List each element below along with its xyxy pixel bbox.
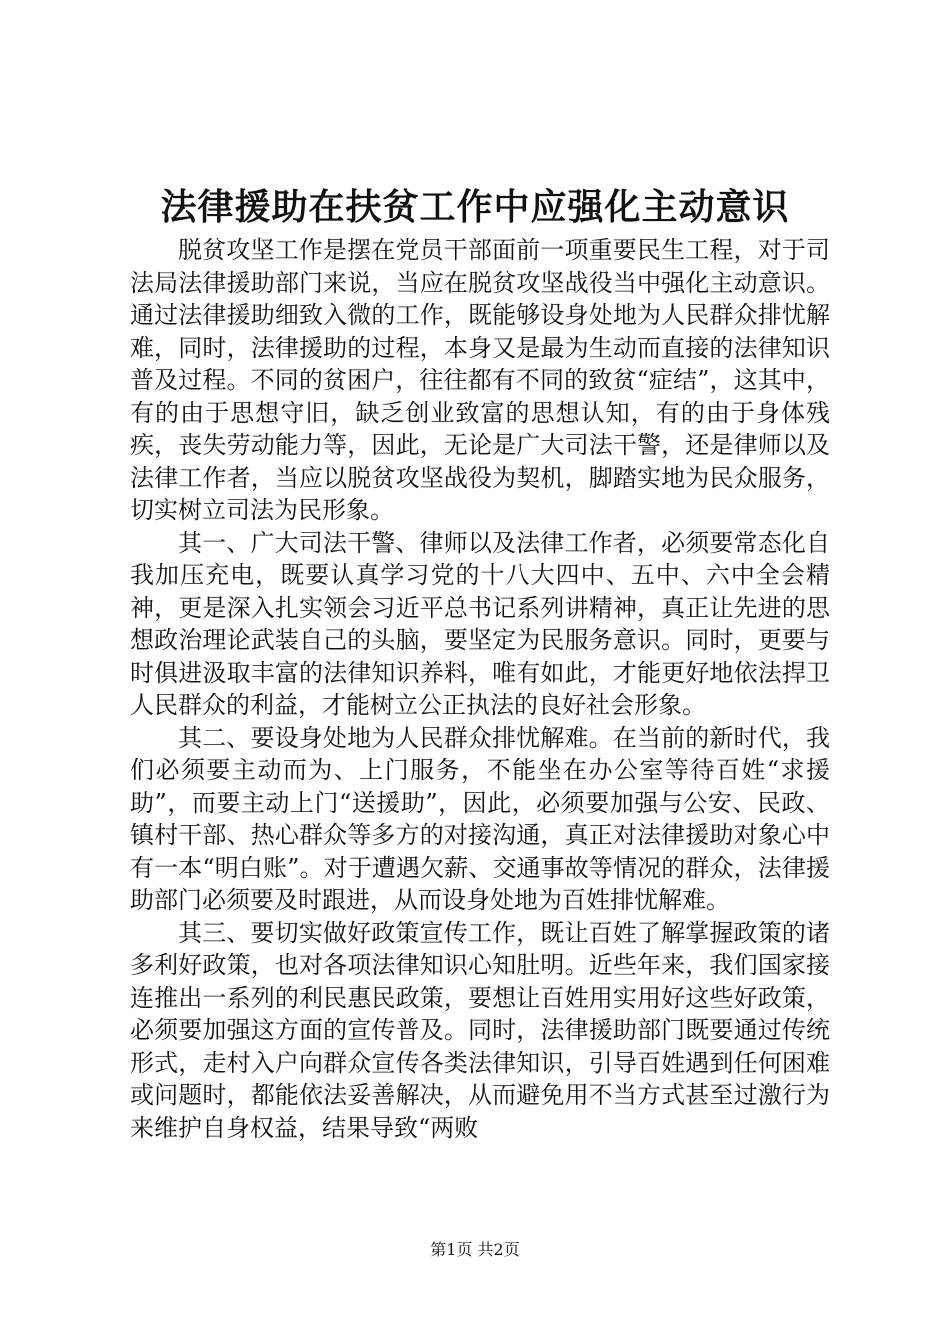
paragraph-point-two: 其二、要设身处地为人民群众排忧解难。在当前的新时代，我们必须要主动而为、上门服务，不能坐在办公室等待百姓“求援助”，而要主动上门“送援助”，因此，必须要加强与公安、民政、镇村干部、热心群众等多方的对接沟通，真正对法律援助对象心中有一本“明白账”。对于遭遇欠薪、交通事故等情况的群众，法律援助部门必须要及时跟进，从而设身处地为百姓排忧解难。: [130, 723, 830, 914]
page-number-footer: 第1页 共2页: [430, 1240, 520, 1259]
document-title: 法律援助在扶贫工作中应强化主动意识: [160, 186, 790, 228]
paragraph-point-one: 其一、广大司法干警、律师以及法律工作者，必须要常态化自我加压充电，既要认真学习党的十八大四中、五中、六中全会精神，更是深入扎实领会习近平总书记系列讲精神，真正让先进的思想政治理论武装自己的头脑，要坚定为民服务意识。同时，更要与时俱进汲取丰富的法律知识养料，唯有如此，才能更好地依法捍卫人民群众的利益，才能树立公正执法的良好社会形象。: [130, 528, 830, 719]
paragraph-point-three: 其三、要切实做好政策宣传工作，既让百姓了解掌握政策的诸多利好政策，也对各项法律知识心知肚明。近些年来，我们国家接连推出一系列的利民惠民政策，要想让百姓用实用好这些好政策，必须要加强这方面的宣传普及。同时，法律援助部门既要通过传统形式，走村入户向群众宣传各类法律知识，引导百姓遇到任何困难或问题时，都能依法妥善解决，从而避免用不当方式甚至过激行为来维护自身权益，结果导致“两败: [130, 918, 830, 1142]
document-body: [130, 234, 830, 1144]
paragraph-intro: 脱贫攻坚工作是摆在党员干部面前一项重要民生工程，对于司法局法律援助部门来说，当应在脱贫攻坚战役当中强化主动意识。通过法律援助细致入微的工作，既能够设身处地为人民群众排忧解难，同时，法律援助的过程，本身又是最为生动而直接的法律知识普及过程。不同的贫困户，往往都有不同的致贫“症结”，这其中，有的由于思想守旧，缺乏创业致富的思想认知，有的由于身体残疾，丧失劳动能力等，因此，无论是广大司法干警，还是律师以及法律工作者，当应以脱贫攻坚战役为契机，脚踏实地为民众服务，切实树立司法为民形象。: [130, 236, 830, 524]
